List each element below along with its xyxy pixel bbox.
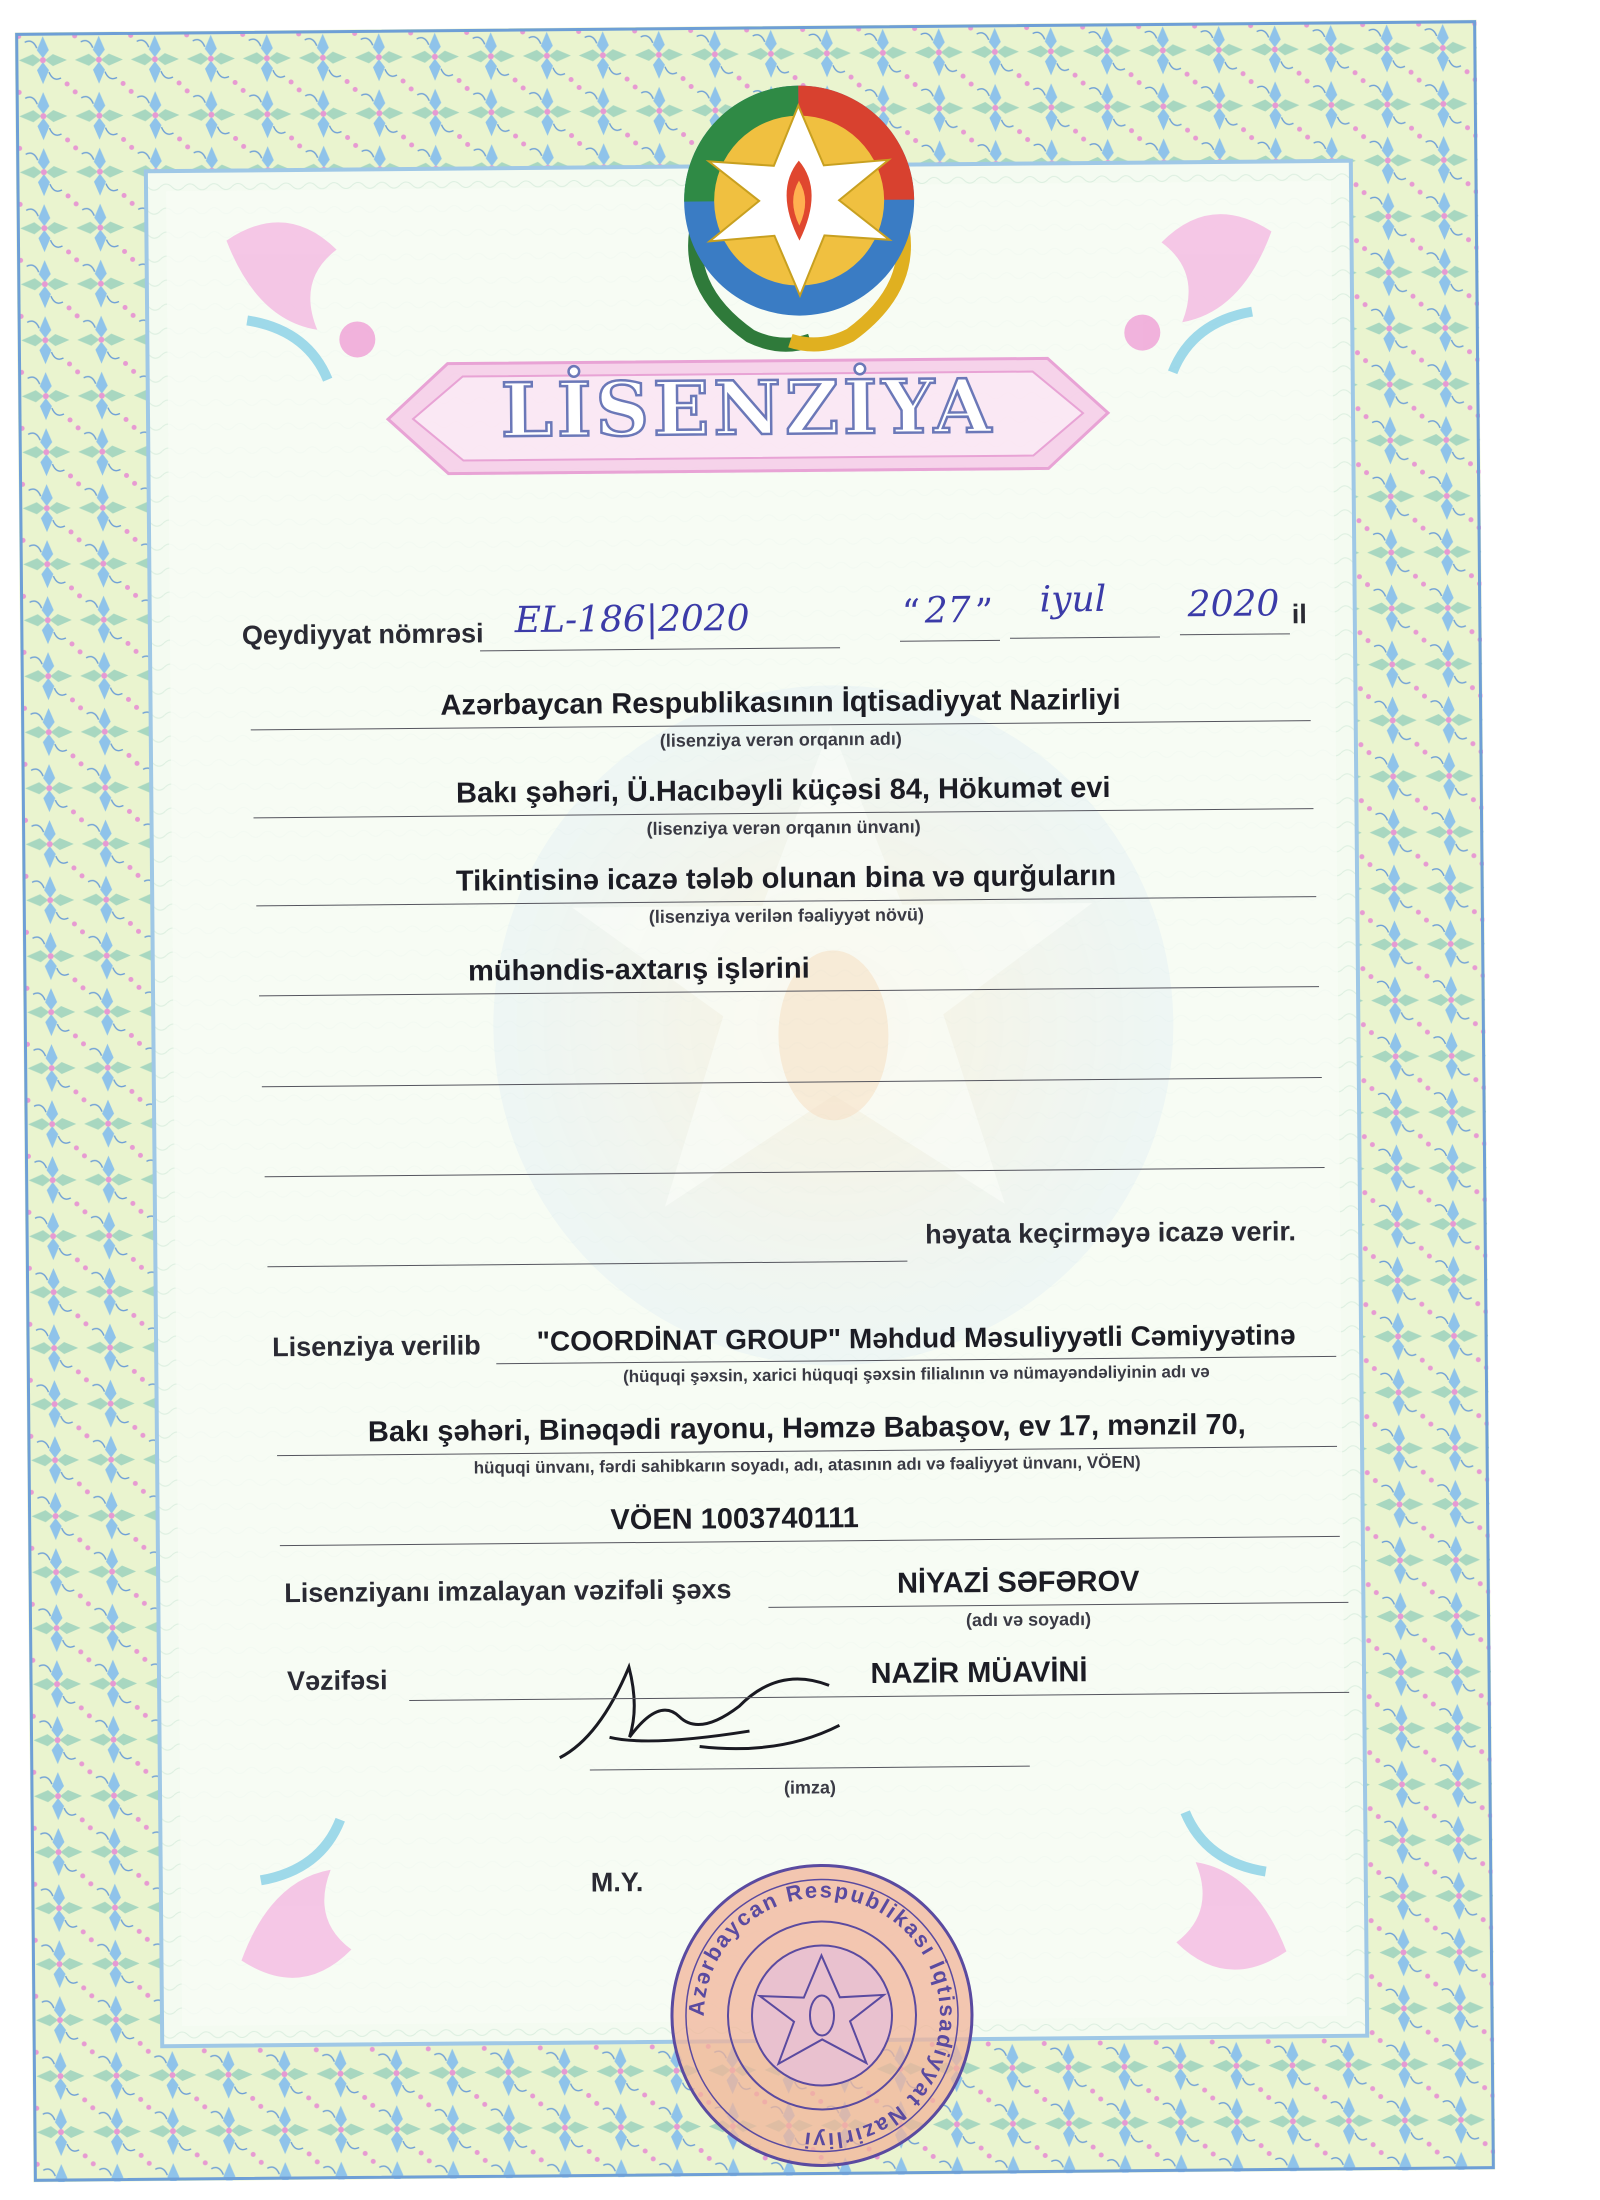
- licensee-voen-row: [279, 1477, 1339, 1546]
- date-close-quote: ”: [974, 591, 994, 634]
- issuer-name-value: Azərbaycan Respublikasının İqtisadiyyat Nazirliyi: [440, 683, 1121, 722]
- signatory-label: Lisenziyanı imzalayan vəzifəli şəxs: [284, 1574, 732, 1609]
- issuer-name-caption: (lisenziya verən orqanın adı): [659, 728, 902, 751]
- document-title: LİSENZİYA: [500, 363, 996, 455]
- signatory-name-value: NİYAZİ SƏFƏROV: [896, 1565, 1140, 1600]
- activity-value-line2: mühəndis-axtarış işlərini: [467, 952, 810, 988]
- registration-year-handwritten: 2020: [1187, 583, 1280, 626]
- position-row: [409, 1633, 1349, 1701]
- licensee-caption-1: (hüquqi şəxsin, xarici hüquqi şəxsin filialının və nümayəndəliyinin adı və: [622, 1362, 1210, 1387]
- licensee-address-value: Bakı şəhəri, Binəqədi rayonu, Həmzə Babaşov, ev 17, mənzil 70,: [367, 1408, 1246, 1449]
- state-emblem-icon: [683, 85, 915, 346]
- position-label: Vəzifəsi: [286, 1665, 388, 1697]
- registration-month-handwritten: iyul: [1039, 578, 1107, 621]
- registration-number-handwritten: EL-186|2020: [514, 598, 750, 642]
- position-value: NAZİR MÜAVİNİ: [870, 1656, 1088, 1691]
- seal-ring-text: Azərbaycan Respublikası İqtisadiyyat Nazirliyi: [683, 1877, 961, 2154]
- licensee-voen-value: VÖEN 1003740111: [610, 1502, 859, 1537]
- signatory-name-row: [768, 1543, 1349, 1631]
- issuer-address-row: [253, 749, 1313, 839]
- licensee-label: Lisenziya verilib: [271, 1330, 481, 1363]
- registration-day-handwritten: 27: [924, 590, 971, 632]
- activity-closing-text: həyata keçirməyə icazə verir.: [925, 1216, 1297, 1250]
- issuer-address-value: Bakı şəhəri, Ü.Hacıbəyli küçəsi 84, Hökumət evi: [455, 771, 1111, 810]
- activity-row-2: [259, 927, 1319, 996]
- signatory-name-caption: (adı və soyadı): [965, 1609, 1092, 1631]
- registration-label: Qeydiyyat nömrəsi: [241, 618, 484, 651]
- licensee-caption-2: hüquqi ünvanı, fərdi sahibkarın soyadı, adı, atasının adı və fəaliyyət ünvanı, VÖEN): [473, 1452, 1141, 1478]
- activity-row-1: [256, 837, 1316, 927]
- issuer-address-caption: (lisenziya verən orqanın ünvanı): [646, 816, 921, 839]
- year-suffix: il: [1291, 599, 1307, 630]
- stamp-place-label: M.Y.: [590, 1867, 644, 1898]
- licensee-row: [496, 1297, 1336, 1387]
- date-open-quote: “: [901, 592, 921, 634]
- licensee-address-row: [277, 1387, 1337, 1478]
- official-seal-icon: [661, 1854, 984, 2177]
- activity-caption: (lisenziya verilən fəaliyyət növü): [648, 904, 925, 927]
- activity-value-line1: Tikintisinə icazə tələb olunan bina və qurğuların: [455, 859, 1117, 898]
- issuer-name-row: [250, 661, 1310, 751]
- licensee-value: "COORDİNAT GROUP" Məhdud Məsuliyyətli Cəmiyyətinə: [536, 1319, 1296, 1357]
- license-sheet: [15, 20, 1496, 2183]
- signature-caption: (imza): [783, 1777, 837, 1798]
